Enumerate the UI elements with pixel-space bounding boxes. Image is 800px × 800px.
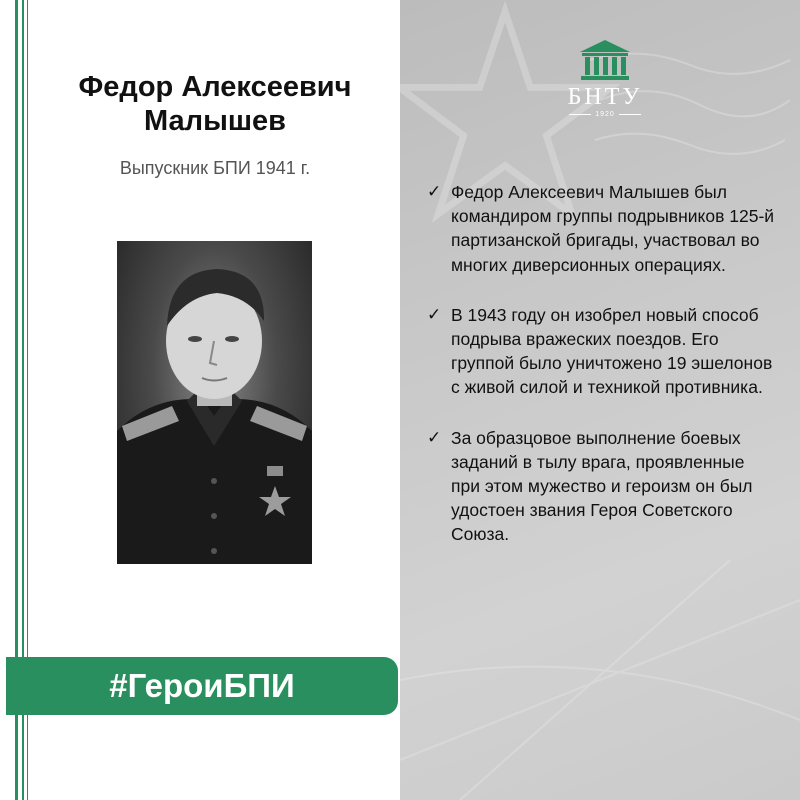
fact-text: Федор Алексеевич Малышев был командиром группы подрывников 125-й партизанской бригады, участвовал во многих диверсионных операциях. (451, 182, 775, 275)
list-item (427, 426, 777, 547)
right-panel (400, 0, 800, 800)
portrait-photo (117, 241, 312, 564)
logo-year-text: 1920 (595, 111, 615, 118)
checkmark-icon: ✓ (427, 304, 442, 324)
divider (569, 114, 591, 115)
logo-text: БНТУ (567, 84, 643, 110)
list-item (427, 180, 777, 277)
hero-name-line1: Федор Алексеевич (78, 71, 352, 103)
hero-name (40, 70, 390, 138)
checkmark-icon: ✓ (427, 427, 442, 447)
hero-name-line2: Малышев (144, 105, 286, 137)
graduate-subtitle: Выпускник БПИ 1941 г. (119, 158, 311, 178)
fact-text: В 1943 году он изобрел новый способ подрыва вражеских поездов. Его группой было уничтожено 19 эшелонов с живой силой и техникой противника. (451, 304, 773, 398)
fact-text: За образцовое выполнение боевых заданий в тылу врага, проявленные при этом мужество и героизм он был удостоен звания Героя Советского Союза. (451, 427, 753, 545)
divider (619, 114, 641, 115)
hashtag-banner: #ГероиБПИ (6, 657, 398, 715)
logo-year (555, 111, 655, 118)
facts-list (427, 180, 777, 573)
list-item (427, 303, 777, 400)
building-columns-icon (578, 38, 632, 82)
background-lines (400, 560, 800, 800)
bntu-logo (555, 38, 655, 128)
checkmark-icon: ✓ (427, 182, 442, 201)
portrait-illustration (117, 241, 312, 564)
